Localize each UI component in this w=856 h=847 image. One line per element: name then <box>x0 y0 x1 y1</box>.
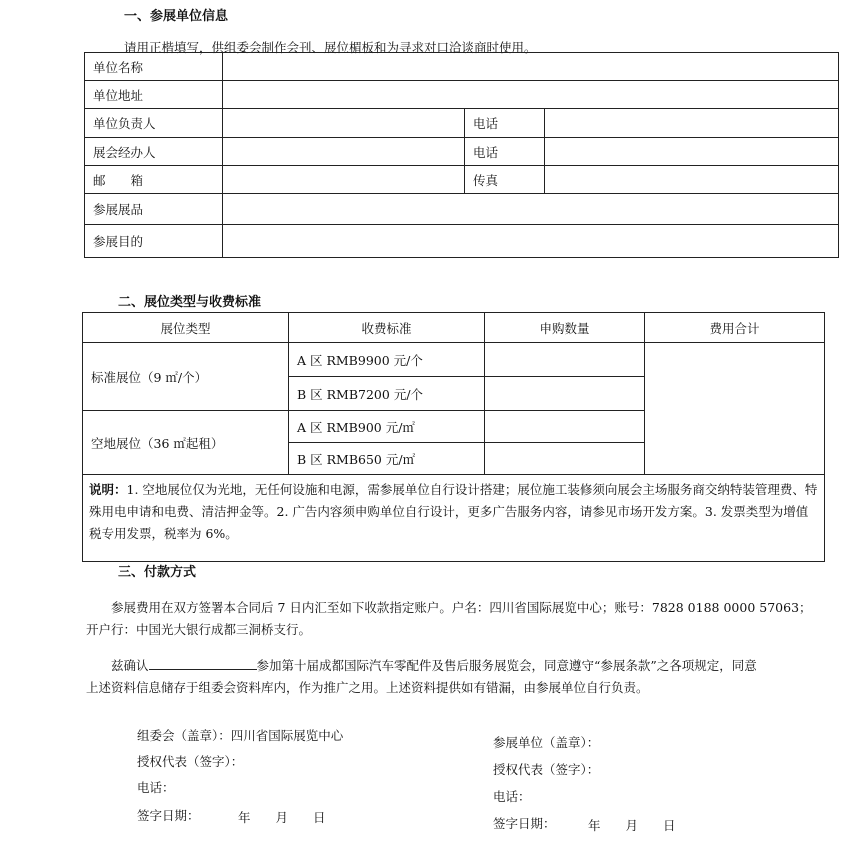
label-phone-1: 电话 <box>465 109 545 138</box>
sig-left-date-fields: 年 月 日 <box>238 810 326 825</box>
section1-instruction: 请用正楷填写，供组委会制作会刊、展位楣板和为寻求对口洽谈商时使用。 <box>124 40 537 55</box>
sig-right-unit: 参展单位（盖章）： <box>493 735 600 750</box>
phone-2-field[interactable] <box>545 138 839 166</box>
sig-left-rep: 授权代表（签字）： <box>137 754 244 769</box>
label-phone-2: 电话 <box>465 138 545 166</box>
sig-left-date-label: 签字日期： <box>137 808 200 823</box>
header-booth-type: 展位类型 <box>83 313 289 343</box>
total-fee-cell[interactable] <box>645 343 825 475</box>
price-std-a: A 区 RMB9900 元/个 <box>289 343 485 377</box>
quantity-space-b[interactable] <box>485 443 645 475</box>
purpose-field[interactable] <box>223 225 839 258</box>
price-space-b: B 区 RMB650 元/㎡ <box>289 443 485 475</box>
label-exhibit-agent: 展会经办人 <box>85 138 223 166</box>
header-quantity: 申购数量 <box>485 313 645 343</box>
price-space-a: A 区 RMB900 元/㎡ <box>289 411 485 443</box>
price-std-b: B 区 RMB7200 元/个 <box>289 377 485 411</box>
sig-right-date-label: 签字日期： <box>493 816 556 831</box>
confirm-text: 参加第十届成都国际汽车零配件及售后服务展览会，同意遵守“参展条款”之各项规定，同意上述资料信息储存于组委会资料库内，作为推广之用。上述资料提供如有错漏，由参展单位自行负责。 <box>86 658 757 695</box>
quantity-space-a[interactable] <box>485 411 645 443</box>
confirm-prefix: 兹确认 <box>111 658 149 673</box>
note-label: 说明： <box>89 482 127 497</box>
booth-fee-table <box>82 312 825 475</box>
sig-right-rep: 授权代表（签字）： <box>493 762 600 777</box>
sig-left-phone: 电话： <box>137 780 175 795</box>
sig-right-phone: 电话： <box>493 789 531 804</box>
label-products: 参展展品 <box>85 194 223 225</box>
header-fee-standard: 收费标准 <box>289 313 485 343</box>
quantity-std-b[interactable] <box>485 377 645 411</box>
sig-left-organizer: 组委会（盖章）：四川省国际展览中心 <box>137 728 344 743</box>
space-booth-label: 空地展位（36 ㎡起租） <box>83 411 289 475</box>
unit-address-field[interactable] <box>223 81 839 109</box>
unit-info-table <box>84 52 839 258</box>
note-text: 1. 空地展位仅为光地，无任何设施和电源，需参展单位自行设计搭建；展位施工装修须向展会主场服务商交纳特装管理费、特殊用电申请和电费、清洁押金等。2. 广告内容须申购单位自行设计，更多广告服务内容，请参见市场开发方案。3. 发票类型为增值税专用发票，税率为 6%。 <box>89 482 818 541</box>
section3-title: 三、付款方式 <box>118 565 197 580</box>
label-unit-address: 单位地址 <box>85 81 223 109</box>
confirm-paragraph <box>86 655 768 699</box>
standard-booth-label: 标准展位（9 ㎡/个） <box>83 343 289 411</box>
fee-note-box <box>82 474 825 562</box>
confirm-unit-blank[interactable] <box>149 655 257 670</box>
fax-field[interactable] <box>545 166 839 194</box>
exhibit-agent-field[interactable] <box>223 138 465 166</box>
sig-right-date-fields: 年 月 日 <box>588 818 676 833</box>
unit-head-field[interactable] <box>223 109 465 138</box>
quantity-std-a[interactable] <box>485 343 645 377</box>
section2-title: 二、展位类型与收费标准 <box>118 295 262 310</box>
payment-paragraph <box>86 597 812 641</box>
phone-1-field[interactable] <box>545 109 839 138</box>
label-mailbox: 邮 箱 <box>85 166 223 194</box>
label-unit-name: 单位名称 <box>85 53 223 81</box>
label-fax: 传真 <box>465 166 545 194</box>
section1-title: 一、参展单位信息 <box>124 9 229 24</box>
label-purpose: 参展目的 <box>85 225 223 258</box>
products-field[interactable] <box>223 194 839 225</box>
header-total: 费用合计 <box>645 313 825 343</box>
unit-name-field[interactable] <box>223 53 839 81</box>
label-unit-head: 单位负责人 <box>85 109 223 138</box>
payment-text: 参展费用在双方签署本合同后 7 日内汇至如下收款指定账户。户名：四川省国际展览中心；账号：7828 0188 0000 57063；开户行：中国光大银行成都三洞桥支行。 <box>86 600 812 637</box>
mailbox-field[interactable] <box>223 166 465 194</box>
